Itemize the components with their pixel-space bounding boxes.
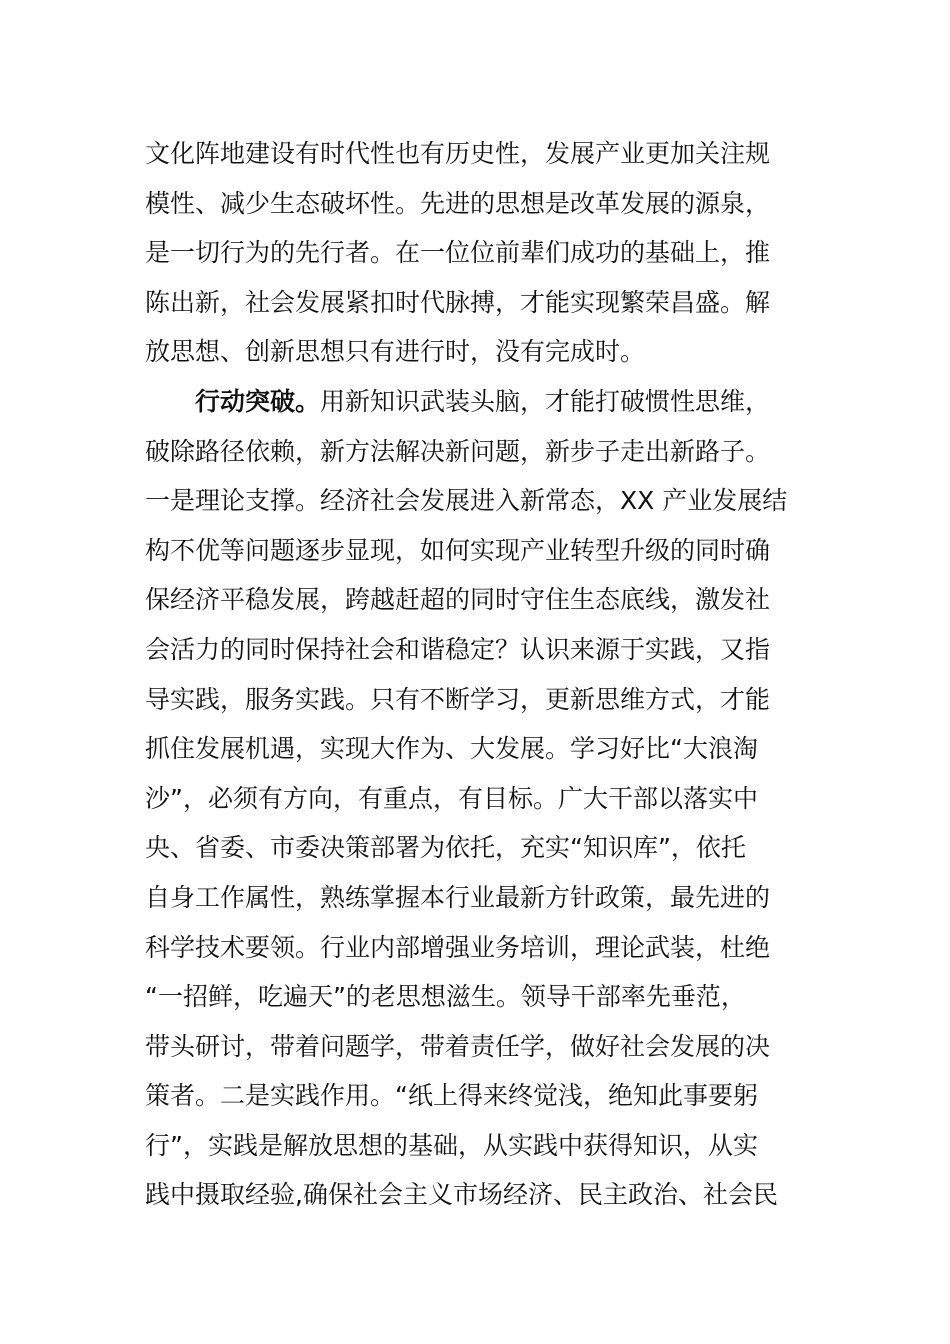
text-line: 模性、减少生态破坏性。先进的思想是改革发展的源泉， bbox=[145, 188, 771, 218]
text-line: 构不优等问题逐步显现，如何实现产业转型升级的同时确 bbox=[145, 535, 771, 565]
body-text bbox=[145, 129, 815, 1220]
text-line: 行”，实践是解放思想的基础，从实践中获得知识，从实 bbox=[145, 1130, 758, 1160]
text-line: 沙”，必须有方向，有重点，有目标。广大干部以落实中 bbox=[145, 783, 758, 813]
text-line: 自身工作属性，熟练掌握本行业最新方针政策，最先进的 bbox=[145, 882, 771, 912]
text-line: 陈出新，社会发展紧扣时代脉搏，才能实现繁荣昌盛。解 bbox=[145, 287, 771, 317]
text-line: 一是理论支撑。经济社会发展进入新常态，XX 产业发展结 bbox=[145, 486, 788, 516]
section-heading: 行动突破。 bbox=[195, 386, 321, 416]
section-text: 用新知识武装头脑，才能打破惯性思维， bbox=[320, 386, 771, 416]
text-line: 践中摄取经验,确保社会主义市场经济、民主政治、社会民 bbox=[145, 1180, 778, 1210]
text-line: “一招鲜，吃遍天”的老思想滋生。领导干部率先垂范， bbox=[145, 982, 746, 1012]
text-line: 放思想、创新思想只有进行时，没有完成时。 bbox=[145, 337, 646, 367]
text-line: 是一切行为的先行者。在一位位前辈们成功的基础上，推 bbox=[145, 238, 771, 268]
text-line: 保经济平稳发展，跨越赶超的同时守住生态底线，激发社 bbox=[145, 585, 771, 615]
text-line: 会活力的同时保持社会和谐稳定？认识来源于实践，又指 bbox=[145, 634, 771, 664]
text-line: 科学技术要领。行业内部增强业务培训，理论武装，杜绝 bbox=[145, 932, 771, 962]
text-line: 带头研讨，带着问题学，带着责任学，做好社会发展的决 bbox=[145, 1031, 771, 1061]
text-line: 导实践，服务实践。只有不断学习，更新思维方式，才能 bbox=[145, 684, 771, 714]
text-line: 策者。二是实践作用。“纸上得来终觉浅，绝知此事要躬 bbox=[145, 1081, 758, 1111]
text-line: 抓住发展机遇，实现大作为、大发展。学习好比“大浪淘 bbox=[145, 734, 758, 764]
text-line: 破除路径依赖，新方法解决新问题，新步子走出新路子。 bbox=[145, 436, 771, 466]
text-line: 央、省委、市委决策部署为依托，充实“知识库”，依托 bbox=[145, 833, 746, 863]
section-first-line bbox=[145, 377, 815, 427]
text-line: 文化阵地建设有时代性也有历史性，发展产业更加关注规 bbox=[145, 139, 771, 168]
